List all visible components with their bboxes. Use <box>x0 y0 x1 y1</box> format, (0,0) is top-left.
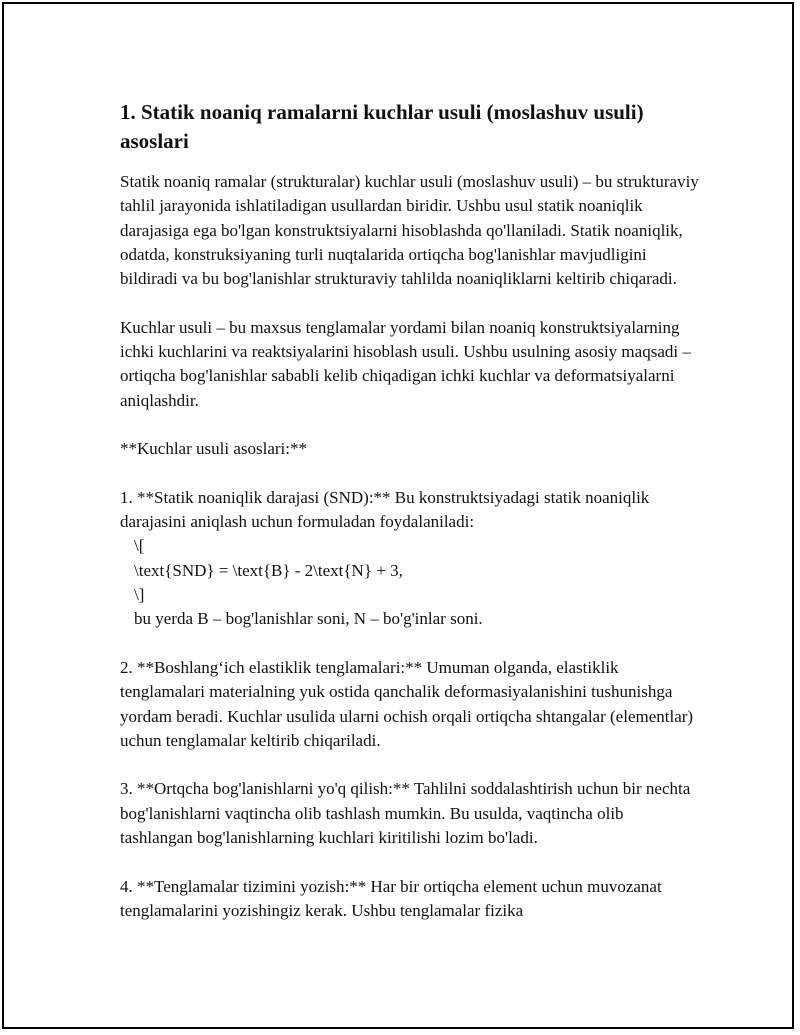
formula-line: \text{SND} = \text{B} - 2\text{N} + 3, <box>134 560 403 580</box>
list-item-4: 4. **Tenglamalar tizimini yozish:** Har bir ortiqcha element uchun muvozanat tenglamalarini yozishingiz kerak. Ushbu tenglamalar fizika <box>120 876 666 920</box>
page-frame <box>2 2 794 1029</box>
list-item-3: 3. **Ortqcha bog'lanishlarni yo'q qilish:** Tahlilni soddalashtirish uchun bir nechta bog'lanishlarni vaqtincha olib tashlash mumkin. Bu usulda, vaqtincha olib tashlangan bog'lanishlarning kuchlari kiritilishi lozim bo'ladi. <box>120 779 695 848</box>
formula-note: bu yerda B – bog'lanishlar soni, N – bo'g'inlar soni. <box>134 609 483 629</box>
formula-open: \[ <box>134 536 145 556</box>
paragraph-gap <box>120 753 700 777</box>
document-title: 1. Statik noaniq ramalarni kuchlar usuli (moslashuv usuli) asoslari <box>120 100 644 153</box>
paragraph-gap <box>120 291 700 315</box>
paragraph-intro: Statik noaniq ramalar (strukturalar) kuchlar usuli (moslashuv usuli) – bu strukturaviy tahlil jarayonida ishlatiladigan usullardan biridir. Ushbu usul statik noaniqlik darajasiga ega bo'lgan konstruktsiyalarni hisoblashda qo'llaniladi. Statik noaniqlik, odatda, konstruksiyaning turli nuqtalarida ortiqcha bog'lanishlar mavjudligini bildiradi va bu bog'lanishlar strukturaviy tahlilda noaniqliklarni keltirib chiqaradi. <box>120 172 704 289</box>
paragraph-gap <box>120 462 700 486</box>
list-item-2: 2. **Boshlang‘ich elastiklik tenglamalari:** Umuman olganda, elastiklik tenglamalari materialning yuk ostida qanchalik deformasiyalanishini tushunishga yordam beradi. Kuchlar usulida ularni ochish orqali ortiqcha shtangalar (elementlar) uchun tenglamalar keltirib chiqariladi. <box>120 657 698 750</box>
formula-close: \] <box>134 585 145 605</box>
paragraph-gap <box>120 850 700 874</box>
paragraph-gap <box>120 413 700 437</box>
document-body <box>120 170 704 923</box>
paragraph-method: Kuchlar usuli – bu maxsus tenglamalar yordami bilan noaniq konstruktsiyalarning ichki kuchlarini va reaktsiyalarini hisoblash usuli. Ushbu usulning asosiy maqsadi – ortiqcha bog'lanishlar sababli kelib chiqadigan ichki kuchlar va deformatsiyalarni aniqlashdir. <box>120 317 696 410</box>
list-item-1: 1. **Statik noaniqlik darajasi (SND):** Bu konstruktsiyadagi statik noaniqlik darajasini aniqlash uchun formuladan foydalaniladi: <box>120 487 654 532</box>
basics-heading: **Kuchlar usuli asoslari:** <box>120 439 307 459</box>
document-content <box>120 98 704 923</box>
paragraph-gap <box>120 632 700 656</box>
